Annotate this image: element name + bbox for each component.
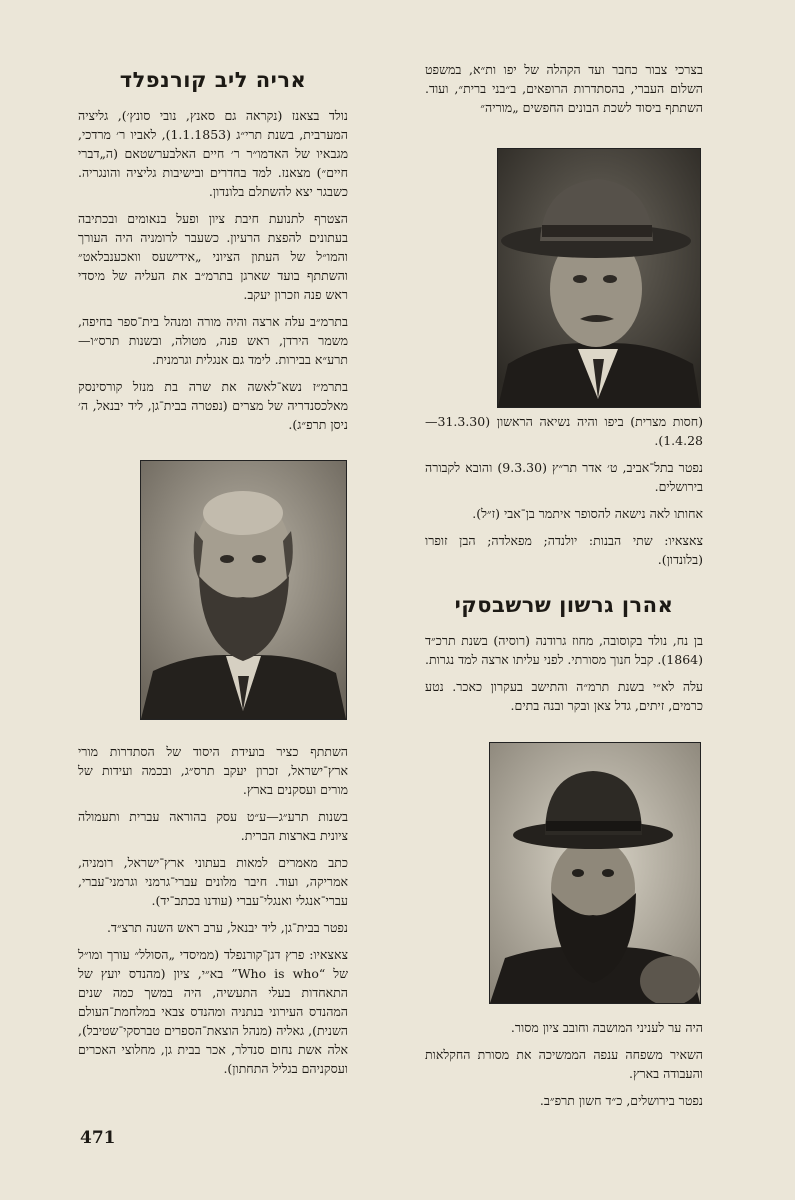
section2-title: אהרן גרשון שרשבסקי bbox=[454, 593, 674, 617]
page-number: 471 bbox=[80, 1128, 116, 1148]
section2-bottom-paragraph: נפטר בירושלים, כ״ד חשון תרפ״ב. bbox=[539, 1093, 703, 1108]
caption-line: (חסות מצרית) ביפו והיה נשיאה הראשון (31.3.30— 1.4.28). bbox=[425, 414, 703, 448]
left-column bbox=[78, 60, 348, 442]
caption-line: צאצאיו: שתי הבנות: יולנדה; מפאלדה; הבן זופרו (בלונדון). bbox=[425, 533, 703, 567]
intro-paragraph: בצרכי צבור כחבר ועד הקהלה של יפו ות״א, במשפט השלום העברי, בהסתדרות הרופאים, ב״בני ברית״, ועוד. השתתף ביסוד לשכת הבונים החפשים „מוריה״ bbox=[425, 62, 703, 115]
photo-bald-bearded-man bbox=[140, 460, 347, 720]
right-caption-block bbox=[425, 412, 703, 577]
left-lower-paragraph: נפטר בבית־גן, ליד יבנאל, ערב ראש השנה תרצ״ד. bbox=[106, 920, 348, 935]
section2-bottom-paragraph: היה ער לעניני המושבה וחובב ציון מסור. bbox=[510, 1020, 703, 1035]
left-paragraph: הצטרף לתנועת חיבת ציון ופעל בנאומים ובכתיבה בעתונים להפצת הרעיון. כשעבר לרומניה היה העורך והמו״ל של העתון הציוני „אידישעס וואכענבלאט״ והשתתף בועד שארגן בתרמ״ב את העליה של מיסדי ראש פנה וזכרון יעקב. bbox=[78, 211, 348, 302]
left-lower-paragraph: צאצאיו: פרץ דגן־קורנפלד (ממיסדי „הסולל״ עורך ומו״ל של “Who is who” בא״י, ציון (מהנדס יועץ של התאחדות בעלי התעשיה, היה במשך כמה שנים המהנדס העירוני בנתניה ומהנדס צבאי במלחמת־העולם השנית), גאליה (מנהל הוצאת־הספרים טברסקי־שטיבל), אלה אשת נחום סנדלר, אכר בבית גן, מחלוצי האכרים ועסקניהם בגליל התחתון). bbox=[78, 947, 349, 1076]
section2-paragraph: עלה לא״י בשנת תרמ״ה והתישב בעקרון כאכר. נטע כרמים, זיתים, גדל צאן ובקר ובנה בתים. bbox=[425, 679, 703, 713]
left-lower-paragraph: בשנות תרע״ג—ע״ט עסק בהוראה עברית ותעמולה ציונית בארצות הברית. bbox=[78, 809, 348, 843]
section2-bottom-block bbox=[425, 1018, 703, 1118]
photo-man-fedora bbox=[497, 148, 701, 408]
left-paragraph: בתרמ״ב עלה ארצה והיה מורה ומנהל בית־ספר בחיפה, משמר הירדן, ראש פנה, מטולה, ובשנות תרס״ו—תרע״א בבירות. לימד גם אנגלית וגרמנית. bbox=[78, 314, 348, 367]
photo-man-hat-dark-beard bbox=[489, 742, 701, 1004]
left-title: אריה ליב קורנפלד bbox=[119, 68, 307, 92]
caption-line: אחותו לאה נישאה להסופר איתמר בן־אבי (ז״ל). bbox=[472, 506, 703, 521]
section2-block bbox=[425, 585, 703, 723]
right-column bbox=[425, 60, 703, 125]
left-lower-block bbox=[78, 742, 348, 1086]
section2-paragraph: בן נח, נולד בקוסובה, מחוז גרודנה (רוסיה) בשנת תרכ״ד (1864). קבל חנוך מסורתי. לפני עליתו ארצה למד נגרות. bbox=[425, 633, 703, 667]
left-lower-paragraph: השתתף כציר בועידת היסוד של הסתדרות מורי ארץ־ישראל, זכרון יעקב תרס״ג, ובכמה ועידות של מורים ועסקנים בארץ. bbox=[78, 744, 348, 797]
left-paragraph: בתרמ״ז נשא־לאשה את שרה בת מנזל קורסינסק מאלכסנדריה של מצרים (נפטרה בבית־גן, ליד יבנאל, ה׳ ניסן תרפ״ג). bbox=[78, 379, 348, 432]
left-lower-paragraph: כתב מאמרים למאות בעתוני ארץ־ישראל, רומניה, אמריקה, ועוד. חיבר מלונים עברי־גרמני וגרמני־עברי, עברי־אנגלי ואנגלי־עברי (עודנו בכתב־יד). bbox=[78, 855, 348, 908]
caption-line: נפטר בתל־אביב, ט׳ אדר תר״ץ (9.3.30) והובא לקבורה בירושלים. bbox=[425, 460, 703, 494]
left-paragraph: נולד בצאנז (נקראה גם סאנץ, נובי סונץ׳), גליציה המערבית, בשנת תרי״ג (1.1.1853), לאביו ר׳ מרדכי, מגבאיו של האדמו״ר ר׳ חיים האלבערשטאם (ה„דברי חיים״) מצאנז. למד בחדרים ובישיבות גליציה והונגריה. כשבגר יצא להשתלם בלונדון. bbox=[78, 108, 348, 199]
section2-bottom-paragraph: השאיר משפחה ענפה הממשיכה את מסורת החקלאות והעבודה בארץ. bbox=[425, 1047, 703, 1081]
